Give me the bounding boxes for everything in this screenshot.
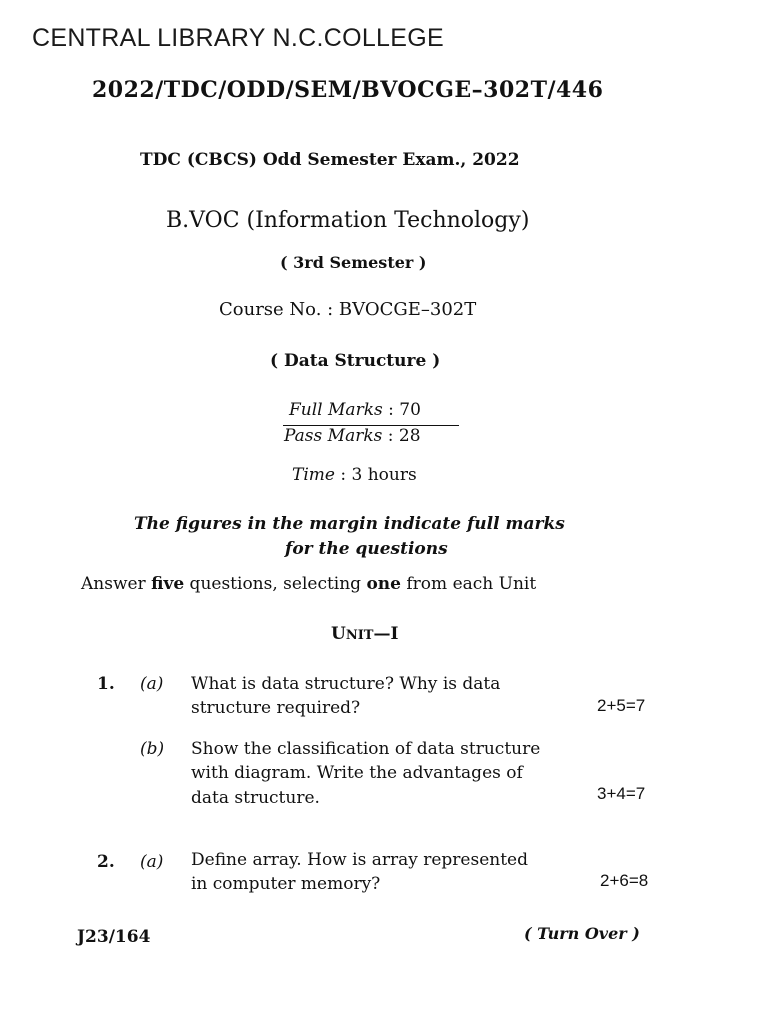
footer-code: J23/164 (77, 927, 151, 947)
pass-marks-label: Pass Marks (284, 426, 383, 446)
instruction-line-1: The figures in the margin indicate full marks (134, 514, 565, 534)
question-1b-part: (b) (140, 739, 165, 759)
question-1a-line-2: structure required? (191, 698, 361, 718)
question-1b-line-3: data structure. (191, 788, 320, 808)
question-1b-line-2: with diagram. Write the advantages of (191, 763, 523, 783)
paper-code: 2022/TDC/ODD/SEM/BVOCGE–302T/446 (92, 77, 604, 103)
library-stamp: CENTRAL LIBRARY N.C.COLLEGE (32, 24, 444, 52)
question-2a-line-2: in computer memory? (191, 874, 381, 894)
question-1b-line-1: Show the classification of data structure (191, 739, 541, 759)
unit-suffix: —I (373, 624, 399, 644)
question-2a-line-1: Define array. How is array represented (191, 850, 528, 870)
answer-post: from each Unit (400, 574, 537, 594)
answer-one: one (366, 574, 401, 594)
answer-pre: Answer (81, 574, 152, 594)
turn-over-label: ( Turn Over ) (524, 924, 640, 943)
semester-label: ( 3rd Semester ) (280, 253, 427, 272)
program-title: B.VOC (Information Technology) (166, 208, 530, 233)
time-value: : 3 hours (334, 465, 417, 485)
full-marks (289, 400, 421, 420)
question-1b-marks: 3+4=7 (597, 784, 646, 803)
time-label: Time (292, 465, 335, 485)
pass-marks (284, 426, 421, 446)
course-code: BVOCGE–302T (338, 299, 477, 320)
question-1a-part: (a) (140, 674, 164, 694)
question-2-number: 2. (97, 852, 115, 872)
answer-instruction (81, 574, 536, 594)
question-2a-part: (a) (140, 852, 164, 872)
instruction-line-2: for the questions (285, 539, 448, 559)
unit-initial: U (331, 624, 346, 644)
unit-heading (331, 624, 398, 644)
course-number (219, 299, 476, 320)
answer-mid: questions, selecting (184, 574, 367, 594)
pass-marks-value: : 28 (382, 426, 421, 446)
course-label: Course No. : (219, 299, 339, 320)
time-allowed (292, 465, 417, 485)
question-1a-line-1: What is data structure? Why is data (191, 674, 501, 694)
unit-rest: NIT (345, 628, 374, 643)
question-2a-marks: 2+6=8 (600, 871, 649, 890)
full-marks-label: Full Marks (289, 400, 383, 420)
question-1-number: 1. (97, 674, 115, 694)
answer-count: five (151, 574, 185, 594)
exam-title: TDC (CBCS) Odd Semester Exam., 2022 (140, 150, 520, 170)
full-marks-value: : 70 (382, 400, 421, 420)
subject-title: ( Data Structure ) (270, 351, 441, 371)
question-1a-marks: 2+5=7 (597, 696, 646, 715)
